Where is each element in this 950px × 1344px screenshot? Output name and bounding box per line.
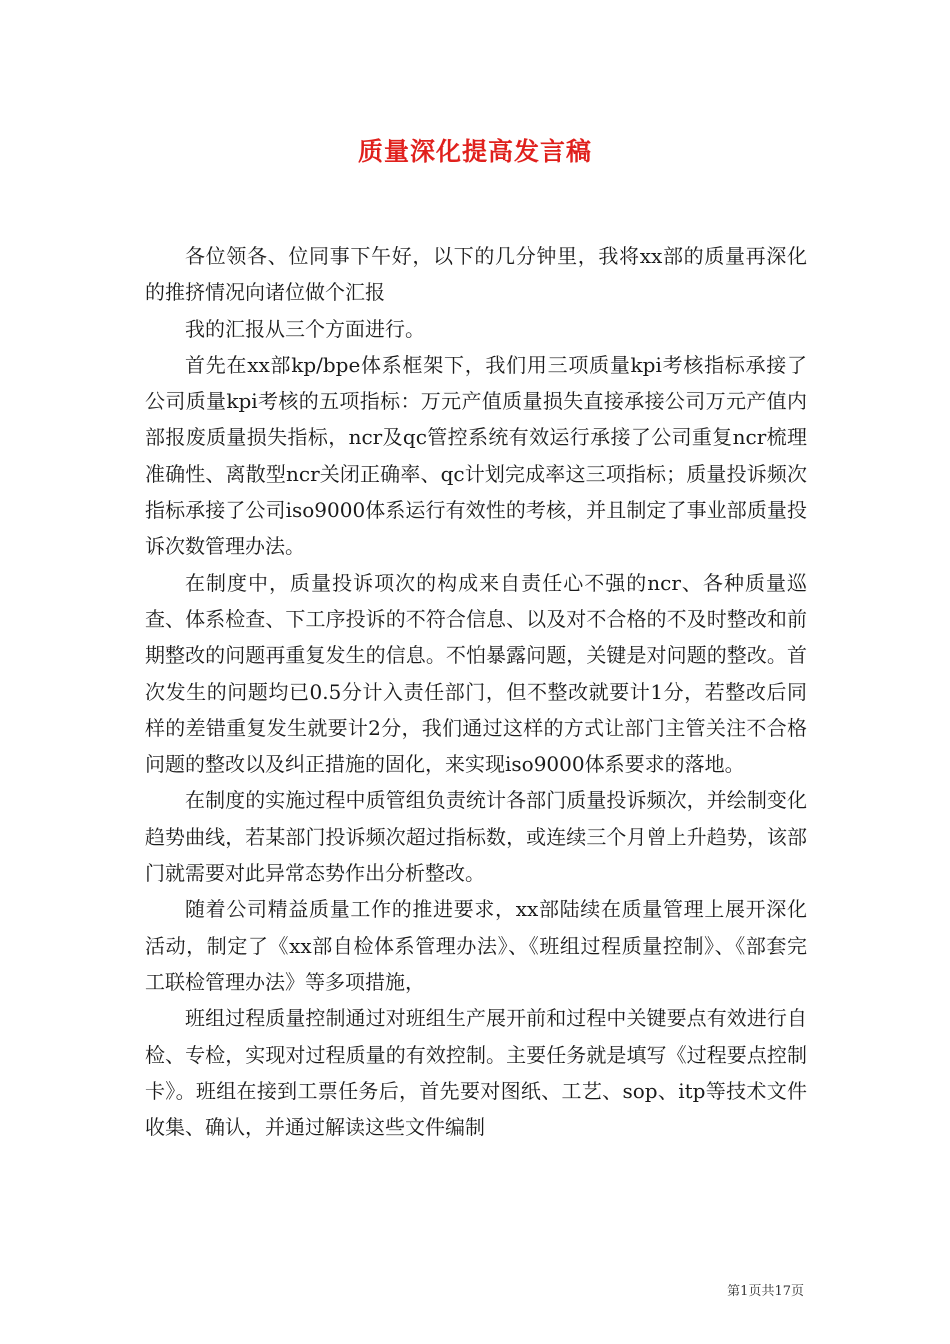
paragraph-kpi: 首先在xx部kp/bpe体系框架下，我们用三项质量kpi考核指标承接了公司质量kpi考核的五项指标：万元产值质量损失直接承接公司万元产值内部报废质量损失指标，ncr及qc管控系统有效运行承接了公司重复ncr梳理准确性、离散型ncr关闭正确率、qc计划完成率这三项指标；质量投诉频次指标承接了公司iso9000体系运行有效性的考核，并且制定了事业部质量投诉次数管理办法。 (145, 352, 807, 559)
document-title: 质量深化提高发言稿 (357, 137, 592, 166)
document-body (145, 238, 807, 1145)
paragraph-measures: 随着公司精益质量工作的推进要求，xx部陆续在质量管理上展开深化活动，制定了《xx部自检体系管理办法》、《班组过程质量控制》、《部套完工联检管理办法》等多项措施， (145, 897, 807, 994)
paragraph-implementation: 在制度的实施过程中质管组负责统计各部门质量投诉频次，并绘制变化趋势曲线，若某部门投诉频次超过指标数，或连续三个月曾上升趋势，该部门就需要对此异常态势作出分析整改。 (145, 788, 807, 886)
page-number: 第1页共17页 (727, 1284, 804, 1299)
paragraph-team-control: 班组过程质量控制通过对班组生产展开前和过程中关键要点有效进行自检、专检，实现对过程质量的有效控制。主要任务就是填写《过程要点控制卡》。班组在接到工票任务后，首先要对图纸、工艺、sop、itp等技术文件收集、确认，并通过解读这些文件编制 (145, 1006, 807, 1140)
paragraph-greeting: 各位领各、位同事下午好，以下的几分钟里，我将xx部的质量再深化的推挤情况向诸位做个汇报 (145, 244, 807, 305)
paragraph-outline: 我的汇报从三个方面进行。 (185, 316, 425, 341)
paragraph-system: 在制度中，质量投诉项次的构成来自责任心不强的ncr、各种质量巡查、体系检查、下工序投诉的不符合信息、以及对不合格的不及时整改和前期整改的问题再重复发生的信息。不怕暴露问题，关键是对问题的整改。首次发生的问题均已0.5分计入责任部门，但不整改就要计1分，若整改后同样的差错重复发生就要计2分，我们通过这样的方式让部门主管关注不合格问题的整改以及纠正措施的固化，来实现iso9000体系要求的落地。 (145, 570, 807, 777)
